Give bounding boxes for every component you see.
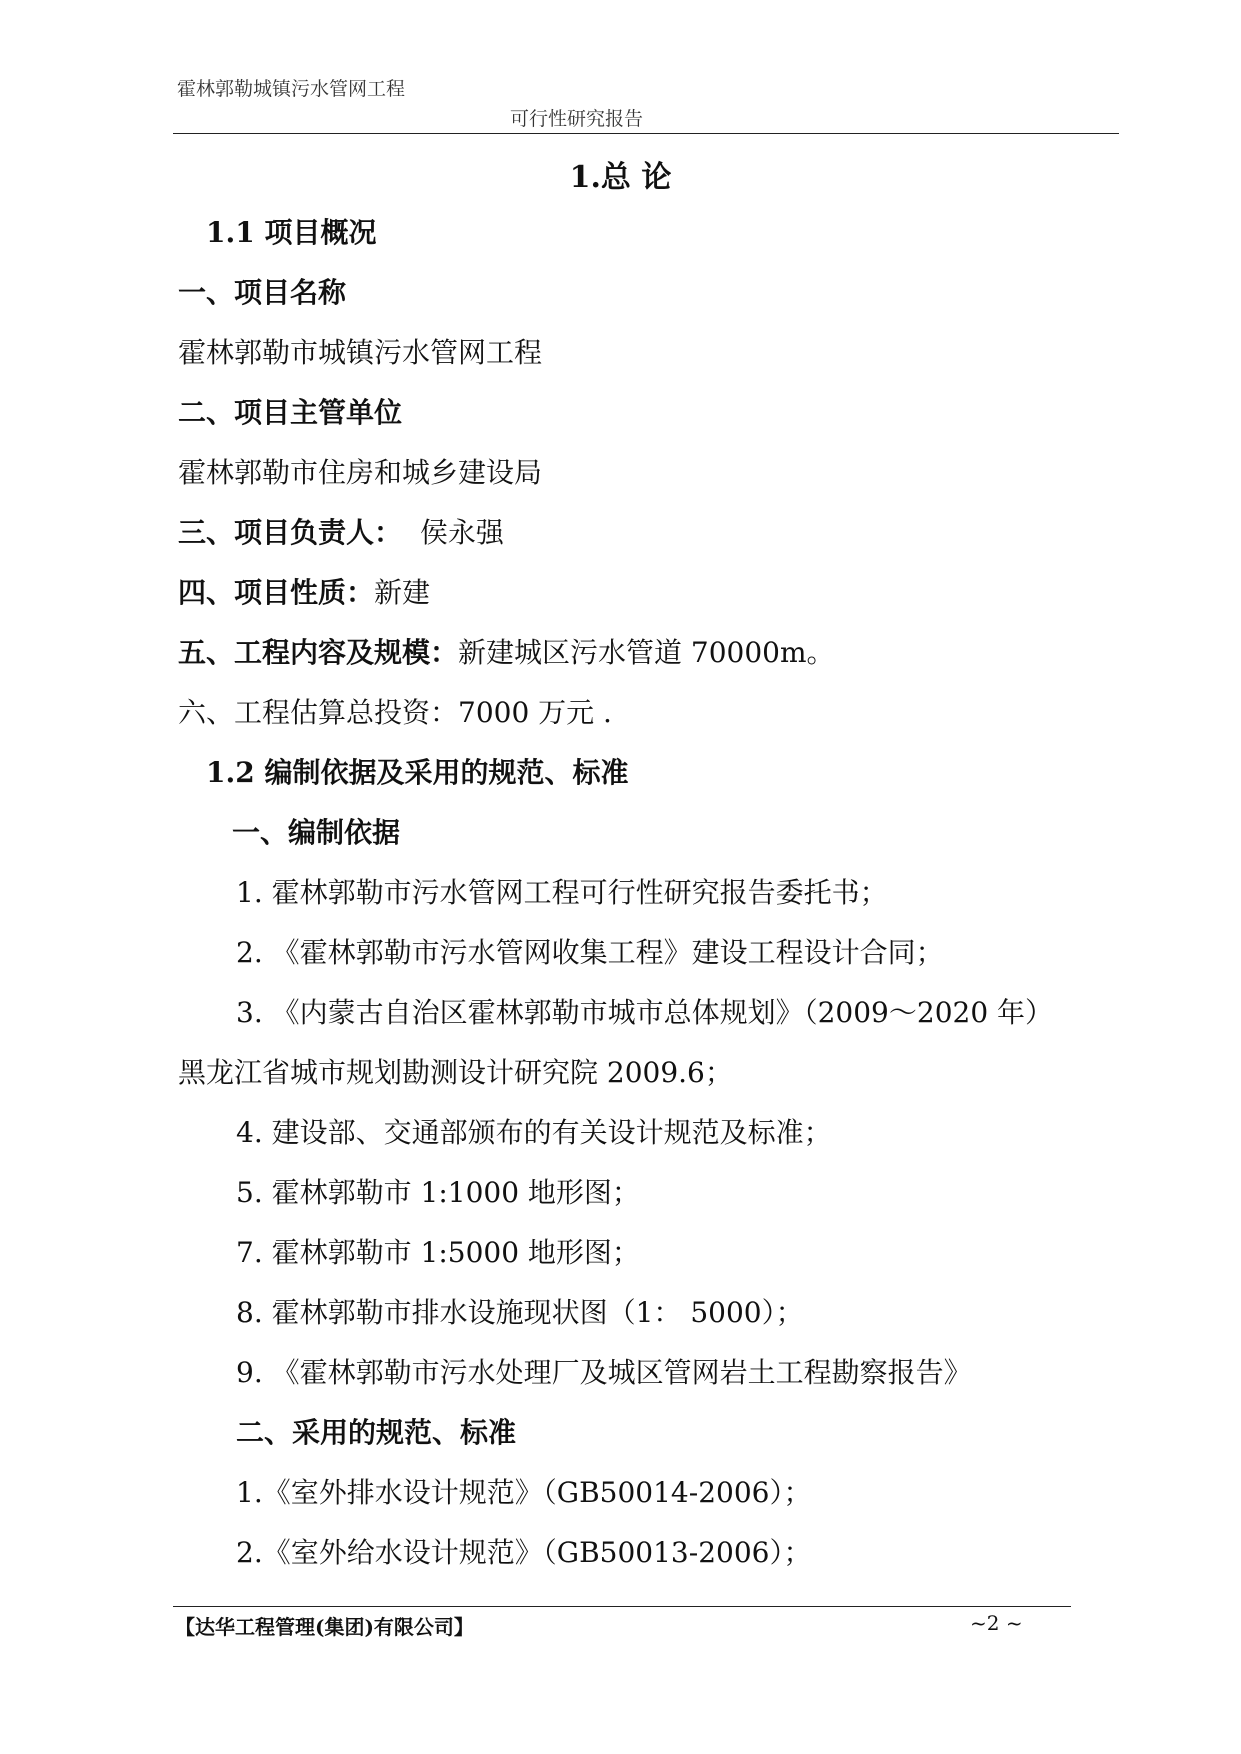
item-2-label: 二、项目主管单位 [178, 396, 403, 429]
basis-item: 1. 霍林郭勒市污水管网工程可行性研究报告委托书； [236, 876, 888, 909]
header-doc-type: 可行性研究报告 [510, 108, 644, 130]
basis-item: 7. 霍林郭勒市 1:5000 地形图； [236, 1236, 640, 1269]
item-6-text: 六、工程估算总投资：7000 万元 . [178, 696, 612, 729]
item-5-value: 新建城区污水管道 70000m。 [458, 636, 835, 669]
standards-heading: 二、采用的规范、标准 [236, 1416, 517, 1449]
item-4-label: 四、项目性质： [178, 576, 375, 609]
item-2-value: 霍林郭勒市住房和城乡建设局 [178, 456, 543, 489]
basis-item: 9. 《霍林郭勒市污水处理厂及城区管网岩土工程勘察报告》 [236, 1356, 972, 1389]
item-5-label: 五、工程内容及规模： [178, 636, 459, 669]
item-3-row [178, 513, 504, 553]
item-5-row [178, 633, 835, 673]
section-1-2-heading: 1.2 编制依据及采用的规范、标准 [206, 756, 629, 789]
header-divider [173, 133, 1119, 134]
chapter-title: 1.总 论 [569, 160, 672, 195]
item-3-value: 侯永强 [402, 516, 504, 549]
section-1-1-heading: 1.1 项目概况 [206, 216, 377, 249]
item-4-value: 新建 [374, 576, 431, 609]
footer-company: 【达华工程管理(集团)有限公司】 [175, 1615, 474, 1639]
page-number: ~2 ~ [970, 1611, 1023, 1635]
item-4-row [178, 573, 430, 613]
footer-divider [173, 1606, 1071, 1607]
basis-item: 8. 霍林郭勒市排水设施现状图（1： 5000）； [236, 1296, 804, 1329]
basis-item: 3. 《内蒙古自治区霍林郭勒市城市总体规划》（2009～2020 年） [236, 996, 1054, 1029]
basis-item: 5. 霍林郭勒市 1:1000 地形图； [236, 1176, 640, 1209]
header-project-name: 霍林郭勒城镇污水管网工程 [177, 78, 406, 100]
standards-item: 2.《室外给水设计规范》（GB50013-2006）； [236, 1536, 812, 1569]
standards-item: 1.《室外排水设计规范》（GB50014-2006）； [236, 1476, 812, 1509]
item-1-label: 一、项目名称 [178, 276, 347, 309]
basis-item: 2. 《霍林郭勒市污水管网收集工程》建设工程设计合同； [236, 936, 944, 969]
basis-item-continuation: 黑龙江省城市规划勘测设计研究院 2009.6； [178, 1056, 733, 1089]
item-3-label: 三、项目负责人： [178, 516, 403, 549]
basis-item: 4. 建设部、交通部颁布的有关设计规范及标准； [236, 1116, 832, 1149]
item-1-value: 霍林郭勒市城镇污水管网工程 [178, 336, 543, 369]
basis-heading: 一、编制依据 [232, 816, 401, 849]
